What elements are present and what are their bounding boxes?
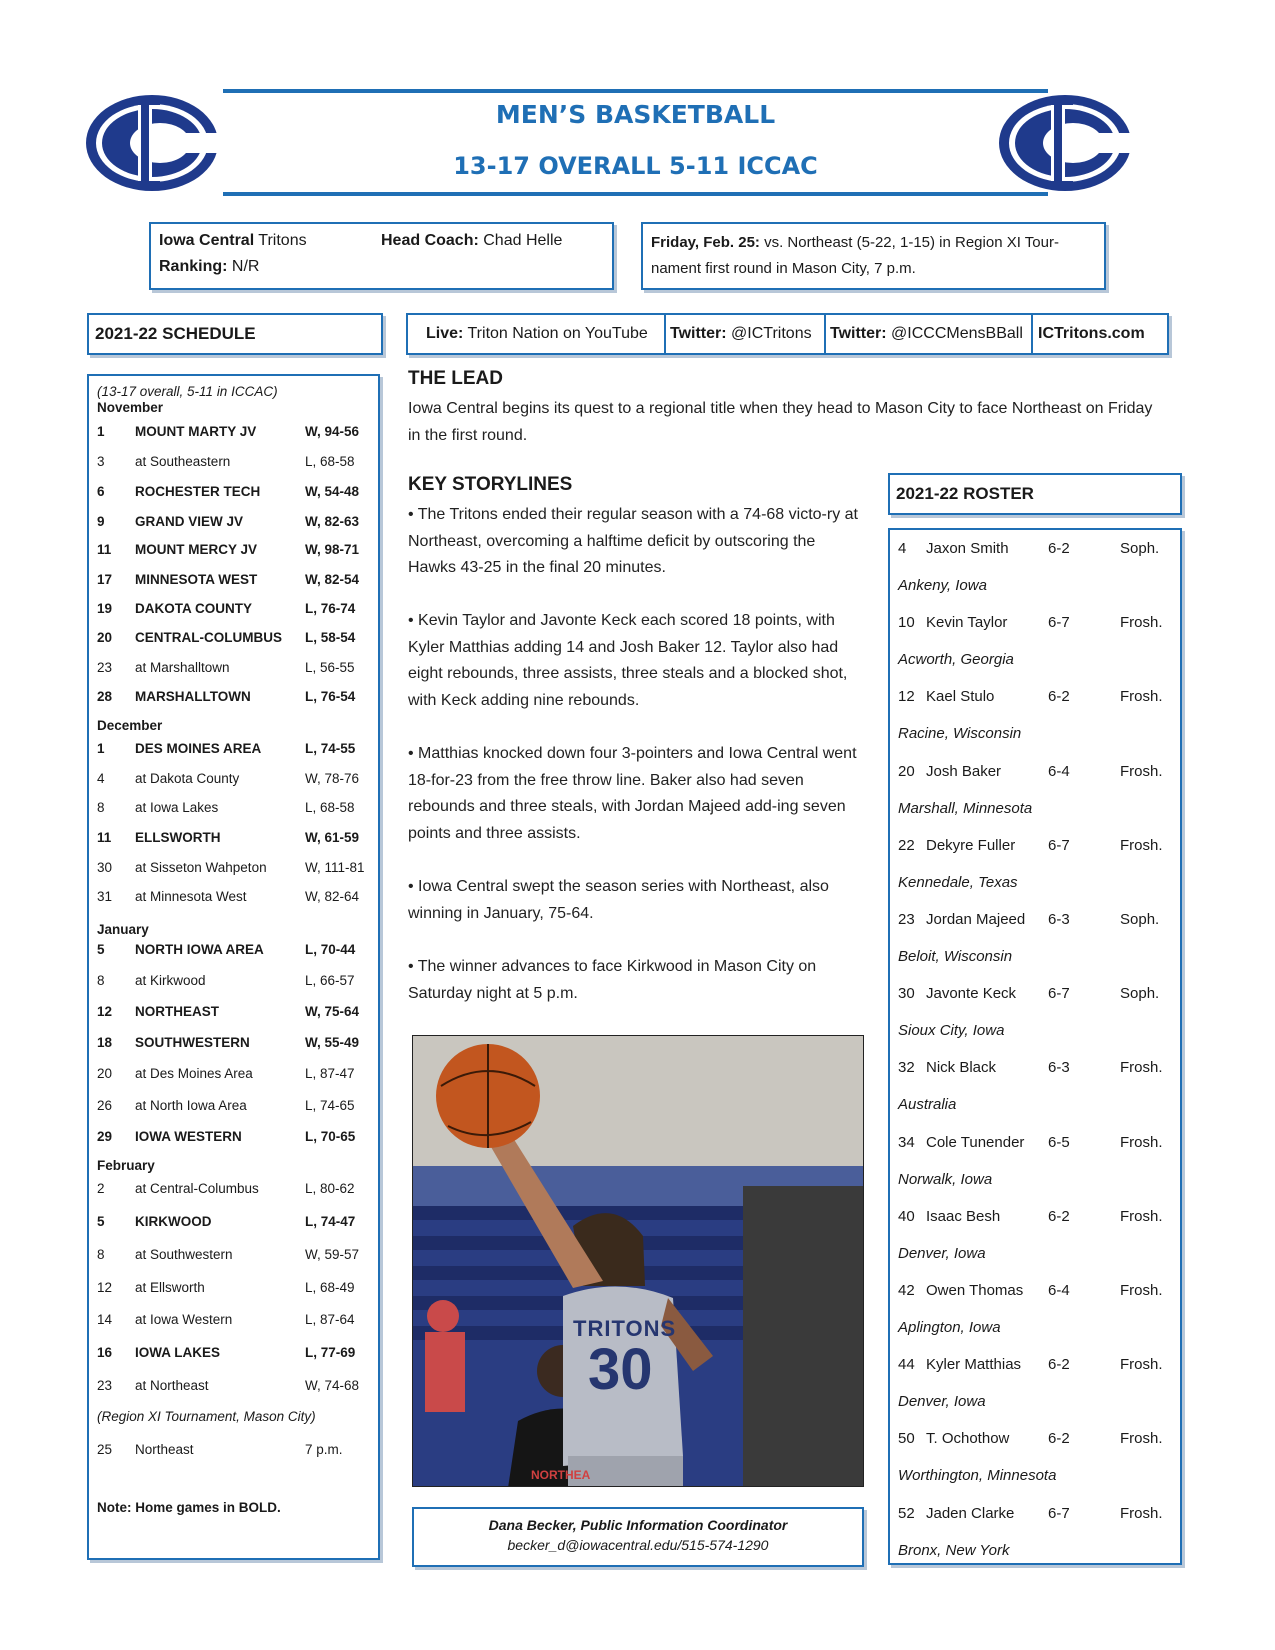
roster-row	[898, 540, 1178, 560]
twitter-label: Twitter:	[670, 325, 727, 342]
schedule-row	[97, 424, 377, 442]
schedule-row	[97, 889, 377, 907]
lead-text: Iowa Central begins its quest to a regional title when they head to Mason City to face Northeast on Friday in the first round.	[408, 400, 1153, 444]
schedule-month-label: February	[97, 1158, 155, 1173]
game-date: 11	[97, 830, 112, 845]
schedule-row	[97, 942, 377, 960]
game-opponent: NORTHEAST	[135, 1004, 219, 1019]
roster-box	[888, 528, 1182, 1565]
game-time: 7 p.m.	[305, 1442, 343, 1457]
game-opponent: DES MOINES AREA	[135, 741, 262, 756]
schedule-row	[97, 1098, 377, 1116]
game-result: L, 70-44	[305, 942, 356, 957]
roster-row	[898, 1505, 1178, 1525]
game-opponent: KIRKWOOD	[135, 1214, 212, 1229]
player-class: Frosh.	[1120, 1504, 1163, 1522]
ranking-value: N/R	[227, 258, 260, 275]
roster-row	[898, 1356, 1178, 1376]
schedule-row	[97, 542, 377, 560]
game-result: W, 82-63	[305, 514, 360, 529]
game-opponent: ELLSWORTH	[135, 830, 221, 845]
player-name: Nick Black	[926, 1059, 997, 1077]
website-link[interactable]: ICTritons.com	[1038, 325, 1145, 342]
game-date: 30	[97, 860, 113, 875]
game-date: 6	[97, 484, 105, 499]
twitter-tritons-handle: @ICTritons	[726, 325, 812, 342]
player-number: 20	[898, 762, 915, 780]
schedule-footnote: Note: Home games in BOLD.	[97, 1500, 281, 1515]
schedule-month-label: December	[97, 718, 163, 733]
game-opponent: at Southeastern	[135, 454, 231, 469]
player-hometown: Sioux City, Iowa	[898, 1022, 1005, 1040]
contact-name: Dana Becker, Public Information Coordinator	[488, 1517, 788, 1533]
next-game-box	[641, 222, 1106, 290]
storyline-item: • Kevin Taylor and Javonte Keck each scored 18 points, with Kyler Matthias adding 14 and Josh Baker 12. Taylor also had eight rebounds, three assists, three steals and a blocked shot, with Keck adding nine rebounds.	[408, 612, 848, 709]
player-class: Frosh.	[1120, 1356, 1163, 1374]
iowa-central-logo-left	[82, 91, 222, 195]
roster-title: 2021-22 ROSTER	[896, 484, 1034, 503]
game-result: W, 82-64	[305, 889, 360, 904]
player-number: 50	[898, 1430, 915, 1448]
player-name: Dekyre Fuller	[926, 836, 1016, 854]
player-height: 6-7	[1048, 614, 1070, 632]
player-hometown: Bronx, New York	[898, 1541, 1010, 1559]
schedule-row	[97, 741, 377, 759]
game-opponent: at Des Moines Area	[135, 1066, 253, 1081]
team-name: Iowa Central	[159, 232, 255, 249]
schedule-summary: (13-17 overall, 5-11 in ICCAC)	[97, 384, 278, 399]
schedule-row	[97, 860, 377, 878]
lead-heading: THE LEAD	[408, 368, 503, 389]
game-date: 5	[97, 1214, 105, 1229]
schedule-row	[97, 660, 377, 678]
game-photo	[412, 1035, 864, 1487]
schedule-title: 2021-22 SCHEDULE	[95, 324, 256, 343]
roster-row	[898, 1134, 1178, 1154]
roster-row	[898, 1208, 1178, 1228]
game-date: 8	[97, 973, 105, 988]
game-result: W, 75-64	[305, 1004, 360, 1019]
player-height: 6-2	[1048, 1430, 1070, 1448]
game-result: L, 76-74	[305, 601, 356, 616]
game-date: 3	[97, 454, 105, 469]
schedule-row	[97, 830, 377, 848]
player-height: 6-7	[1048, 985, 1070, 1003]
game-result: L, 66-57	[305, 973, 355, 988]
player-class: Soph.	[1120, 540, 1160, 557]
player-hometown: Denver, Iowa	[898, 1393, 986, 1411]
game-opponent: at Marshalltown	[135, 660, 230, 675]
game-date: 1	[97, 741, 105, 756]
player-number: 12	[898, 688, 915, 706]
game-date: 18	[97, 1035, 113, 1050]
player-height: 6-2	[1048, 1356, 1070, 1374]
game-result: L, 58-54	[305, 630, 356, 645]
game-date: 20	[97, 630, 113, 645]
player-height: 6-7	[1048, 836, 1070, 854]
game-date: 31	[97, 889, 113, 904]
media-bar	[406, 313, 1169, 355]
game-date: 23	[97, 1378, 113, 1393]
schedule-row	[97, 1066, 377, 1084]
player-class: Frosh.	[1120, 1282, 1163, 1299]
game-opponent: at Central-Columbus	[135, 1181, 259, 1196]
game-result: L, 56-55	[305, 660, 355, 675]
roster-row	[898, 837, 1178, 857]
game-result: L, 77-69	[305, 1345, 356, 1360]
record-title: 13-17 OVERALL 5-11 ICCAC	[453, 152, 818, 180]
team-mascot: Tritons	[254, 232, 307, 249]
player-class: Frosh.	[1120, 1207, 1163, 1225]
player-class: Soph.	[1120, 911, 1160, 928]
schedule-row	[97, 572, 377, 590]
schedule-row	[97, 1004, 377, 1022]
game-date: 23	[97, 660, 113, 675]
game-result: L, 68-58	[305, 800, 355, 815]
player-hometown: Ankeny, Iowa	[898, 577, 987, 594]
iowa-central-logo-right	[995, 91, 1135, 195]
player-number: 42	[898, 1282, 915, 1299]
schedule-row	[97, 771, 377, 789]
player-height: 6-4	[1048, 1282, 1070, 1299]
player-number: 44	[898, 1356, 915, 1374]
game-result: L, 68-58	[305, 454, 355, 469]
game-result: L, 68-49	[305, 1280, 355, 1295]
game-result: W, 59-57	[305, 1247, 360, 1262]
player-hometown: Denver, Iowa	[898, 1244, 986, 1262]
player-name: Kael Stulo	[926, 688, 995, 706]
live-value: Triton Nation on YouTube	[463, 325, 648, 342]
player-class: Frosh.	[1120, 688, 1163, 706]
roster-row	[898, 763, 1178, 783]
game-result: W, 94-56	[305, 424, 360, 439]
game-opponent: MOUNT MARTY JV	[135, 424, 257, 439]
schedule-row	[97, 1345, 377, 1363]
roster-row	[898, 1059, 1178, 1079]
game-opponent: MARSHALLTOWN	[135, 689, 251, 704]
game-opponent: MINNESOTA WEST	[135, 572, 258, 587]
roster-title-box	[888, 473, 1182, 515]
game-date: 8	[97, 800, 105, 815]
storyline-item: • Iowa Central swept the season series with Northeast, also winning in January, 75-64.	[408, 878, 829, 922]
game-date: 17	[97, 572, 113, 587]
roster-row	[898, 688, 1178, 708]
tournament-note: (Region XI Tournament, Mason City)	[97, 1409, 316, 1424]
player-number: 30	[898, 985, 915, 1003]
player-hometown: Worthington, Minnesota	[898, 1467, 1057, 1485]
game-opponent: IOWA WESTERN	[135, 1129, 242, 1144]
game-opponent: at Iowa Western	[135, 1312, 233, 1327]
roster-row	[898, 614, 1178, 634]
next-game-line2: nament first round in Mason City, 7 p.m.	[651, 260, 916, 277]
schedule-row	[97, 1181, 377, 1199]
schedule-month-label: January	[97, 922, 149, 937]
game-opponent: at Dakota County	[135, 771, 240, 786]
game-opponent: CENTRAL-COLUMBUS	[135, 630, 282, 645]
ranking-label: Ranking:	[159, 258, 228, 275]
game-date: 16	[97, 1345, 113, 1360]
storyline-item: • Matthias knocked down four 3-pointers and Iowa Central went 18-for-23 from the free throw line. Baker also had seven rebounds and three steals, with Jordan Majeed add-ing seven points and three assists.	[408, 745, 857, 842]
game-date: 4	[97, 771, 105, 786]
next-game-date: Friday, Feb. 25:	[651, 234, 760, 251]
contact-detail: becker_d@iowacentral.edu/515-574-1290	[507, 1537, 769, 1553]
game-result: L, 74-65	[305, 1098, 355, 1113]
schedule-row	[97, 689, 377, 707]
page-title: MEN’S BASKETBALL	[495, 100, 776, 129]
schedule-row	[97, 630, 377, 648]
game-result: L, 74-47	[305, 1214, 356, 1229]
game-result: W, 61-59	[305, 830, 360, 845]
opponent-jersey-text: NORTHEA	[531, 1468, 591, 1482]
game-opponent: NORTH IOWA AREA	[135, 942, 264, 957]
player-hometown: Norwalk, Iowa	[898, 1170, 993, 1188]
game-result: W, 78-76	[305, 771, 360, 786]
game-date: 9	[97, 514, 105, 529]
player-class: Frosh.	[1120, 1430, 1163, 1448]
player-name: Jaxon Smith	[926, 540, 1009, 557]
player-height: 6-7	[1048, 1504, 1070, 1522]
player-name: Jordan Majeed	[926, 911, 1026, 928]
game-date: 20	[97, 1066, 113, 1081]
player-hometown: Racine, Wisconsin	[898, 725, 1022, 743]
game-opponent: at Ellsworth	[135, 1280, 205, 1295]
schedule-row	[97, 1312, 377, 1330]
twitter-label: Twitter:	[830, 325, 887, 342]
game-date: 29	[97, 1129, 113, 1144]
player-name: Cole Tunender	[926, 1133, 1025, 1151]
player-class: Frosh.	[1120, 614, 1163, 632]
schedule-box	[87, 374, 380, 1560]
game-date: 8	[97, 1247, 105, 1262]
game-result: W, 82-54	[305, 572, 360, 587]
schedule-month-label: November	[97, 400, 164, 415]
game-date: 25	[97, 1442, 113, 1457]
game-opponent: at Southwestern	[135, 1247, 233, 1262]
player-height: 6-5	[1048, 1133, 1070, 1151]
coach-name: Chad Helle	[478, 232, 563, 249]
game-opponent: GRAND VIEW JV	[135, 514, 244, 529]
header-top-rule	[223, 89, 1048, 93]
player-name: Jaden Clarke	[926, 1504, 1015, 1522]
game-result: W, 74-68	[305, 1378, 360, 1393]
player-name: Kevin Taylor	[926, 614, 1008, 632]
player-class: Frosh.	[1120, 1059, 1163, 1077]
game-date: 2	[97, 1181, 105, 1196]
player-hometown: Beloit, Wisconsin	[898, 948, 1013, 965]
game-result: L, 74-55	[305, 741, 356, 756]
player-name: T. Ochothow	[926, 1430, 1010, 1448]
jersey-text: TRITONS	[573, 1316, 677, 1341]
game-date: 28	[97, 689, 113, 704]
game-result: L, 87-64	[305, 1312, 355, 1327]
player-class: Frosh.	[1120, 762, 1163, 780]
game-opponent: at North Iowa Area	[135, 1098, 247, 1113]
storyline-item: • The Tritons ended their regular season with a 74-68 victo-ry at Northeast, overcoming a halftime deficit by outscoring the Hawks 43-25 in the final 20 minutes.	[408, 506, 858, 576]
schedule-row	[97, 484, 377, 502]
player-height: 6-2	[1048, 540, 1070, 557]
game-result: W, 54-48	[305, 484, 360, 499]
twitter-tritons-link[interactable]	[666, 315, 826, 353]
storyline-item: • The winner advances to face Kirkwood in Mason City on Saturday night at 5 p.m.	[408, 958, 817, 1002]
team-info-box	[149, 222, 614, 290]
game-date: 5	[97, 942, 105, 957]
player-hometown: Aplington, Iowa	[898, 1319, 1001, 1336]
player-class: Frosh.	[1120, 1133, 1163, 1151]
schedule-row	[97, 514, 377, 532]
schedule-row	[97, 601, 377, 619]
game-opponent: at Iowa Lakes	[135, 800, 219, 815]
player-height: 6-3	[1048, 1059, 1070, 1077]
next-game-line1: vs. Northeast (5-22, 1-15) in Region XI Tour-	[759, 234, 1059, 251]
player-name: Josh Baker	[926, 762, 1002, 780]
game-opponent: MOUNT MERCY JV	[135, 542, 258, 557]
player-height: 6-2	[1048, 688, 1070, 706]
player-number: 52	[898, 1504, 915, 1522]
header-bottom-rule	[223, 192, 1048, 196]
twitter-mensbball-link[interactable]	[826, 315, 1033, 353]
player-name: Javonte Keck	[926, 985, 1017, 1003]
player-number: 10	[898, 614, 915, 632]
player-number: 40	[898, 1207, 915, 1225]
game-result: L, 80-62	[305, 1181, 355, 1196]
game-date: 14	[97, 1312, 113, 1327]
game-opponent: DAKOTA COUNTY	[135, 601, 252, 616]
player-number: 32	[898, 1059, 915, 1077]
coach-label: Head Coach:	[381, 232, 479, 249]
game-opponent: at Northeast	[135, 1378, 209, 1393]
schedule-row	[97, 1214, 377, 1232]
contact-box	[412, 1507, 864, 1567]
game-opponent: SOUTHWESTERN	[135, 1035, 250, 1050]
schedule-row	[97, 1378, 377, 1396]
game-result: W, 98-71	[305, 542, 360, 557]
player-class: Soph.	[1120, 985, 1160, 1003]
game-result: W, 55-49	[305, 1035, 360, 1050]
game-opponent: Northeast	[135, 1442, 194, 1457]
live-label: Live:	[426, 325, 464, 342]
roster-row	[898, 1430, 1178, 1450]
player-number: 4	[898, 540, 907, 557]
game-opponent: at Sisseton Wahpeton	[135, 860, 267, 875]
player-hometown: Marshall, Minnesota	[898, 799, 1033, 817]
schedule-row	[97, 1280, 377, 1298]
player-name: Kyler Matthias	[926, 1356, 1022, 1374]
game-result: L, 76-54	[305, 689, 356, 704]
player-name: Isaac Besh	[926, 1207, 1001, 1225]
game-result: W, 111-81	[305, 860, 365, 875]
player-height: 6-2	[1048, 1207, 1070, 1225]
game-date: 26	[97, 1098, 113, 1113]
twitter-mensbball-handle: @ICCCMensBBall	[886, 325, 1023, 342]
schedule-title-box	[87, 313, 383, 355]
game-date: 12	[97, 1280, 113, 1295]
player-height: 6-3	[1048, 911, 1070, 928]
schedule-row	[97, 1035, 377, 1053]
player-class: Frosh.	[1120, 836, 1163, 854]
player-number: 34	[898, 1133, 915, 1151]
schedule-row	[97, 1247, 377, 1265]
game-opponent: at Kirkwood	[135, 973, 206, 988]
schedule-row	[97, 454, 377, 472]
live-stream-link[interactable]	[408, 315, 666, 353]
game-result: L, 70-65	[305, 1129, 356, 1144]
player-hometown: Australia	[898, 1096, 957, 1114]
game-date: 12	[97, 1004, 113, 1019]
game-date: 19	[97, 601, 113, 616]
schedule-row	[97, 973, 377, 991]
schedule-row	[97, 1129, 377, 1147]
player-height: 6-4	[1048, 762, 1070, 780]
game-date: 1	[97, 424, 105, 439]
game-opponent: IOWA LAKES	[135, 1345, 221, 1360]
roster-row	[898, 911, 1178, 931]
roster-row	[898, 985, 1178, 1005]
player-number: 22	[898, 836, 915, 854]
tournament-game-row	[97, 1442, 377, 1460]
player-hometown: Kennedale, Texas	[898, 873, 1018, 891]
player-number: 23	[898, 911, 915, 928]
game-opponent: at Minnesota West	[135, 889, 247, 904]
roster-row	[898, 1282, 1178, 1302]
player-name: Owen Thomas	[926, 1282, 1024, 1299]
game-date: 11	[97, 542, 112, 557]
game-result: L, 87-47	[305, 1066, 355, 1081]
jersey-number: 30	[588, 1337, 653, 1402]
storylines-heading: KEY STORYLINES	[408, 474, 573, 495]
schedule-row	[97, 800, 377, 818]
game-opponent: ROCHESTER TECH	[135, 484, 261, 499]
player-hometown: Acworth, Georgia	[898, 651, 1014, 669]
